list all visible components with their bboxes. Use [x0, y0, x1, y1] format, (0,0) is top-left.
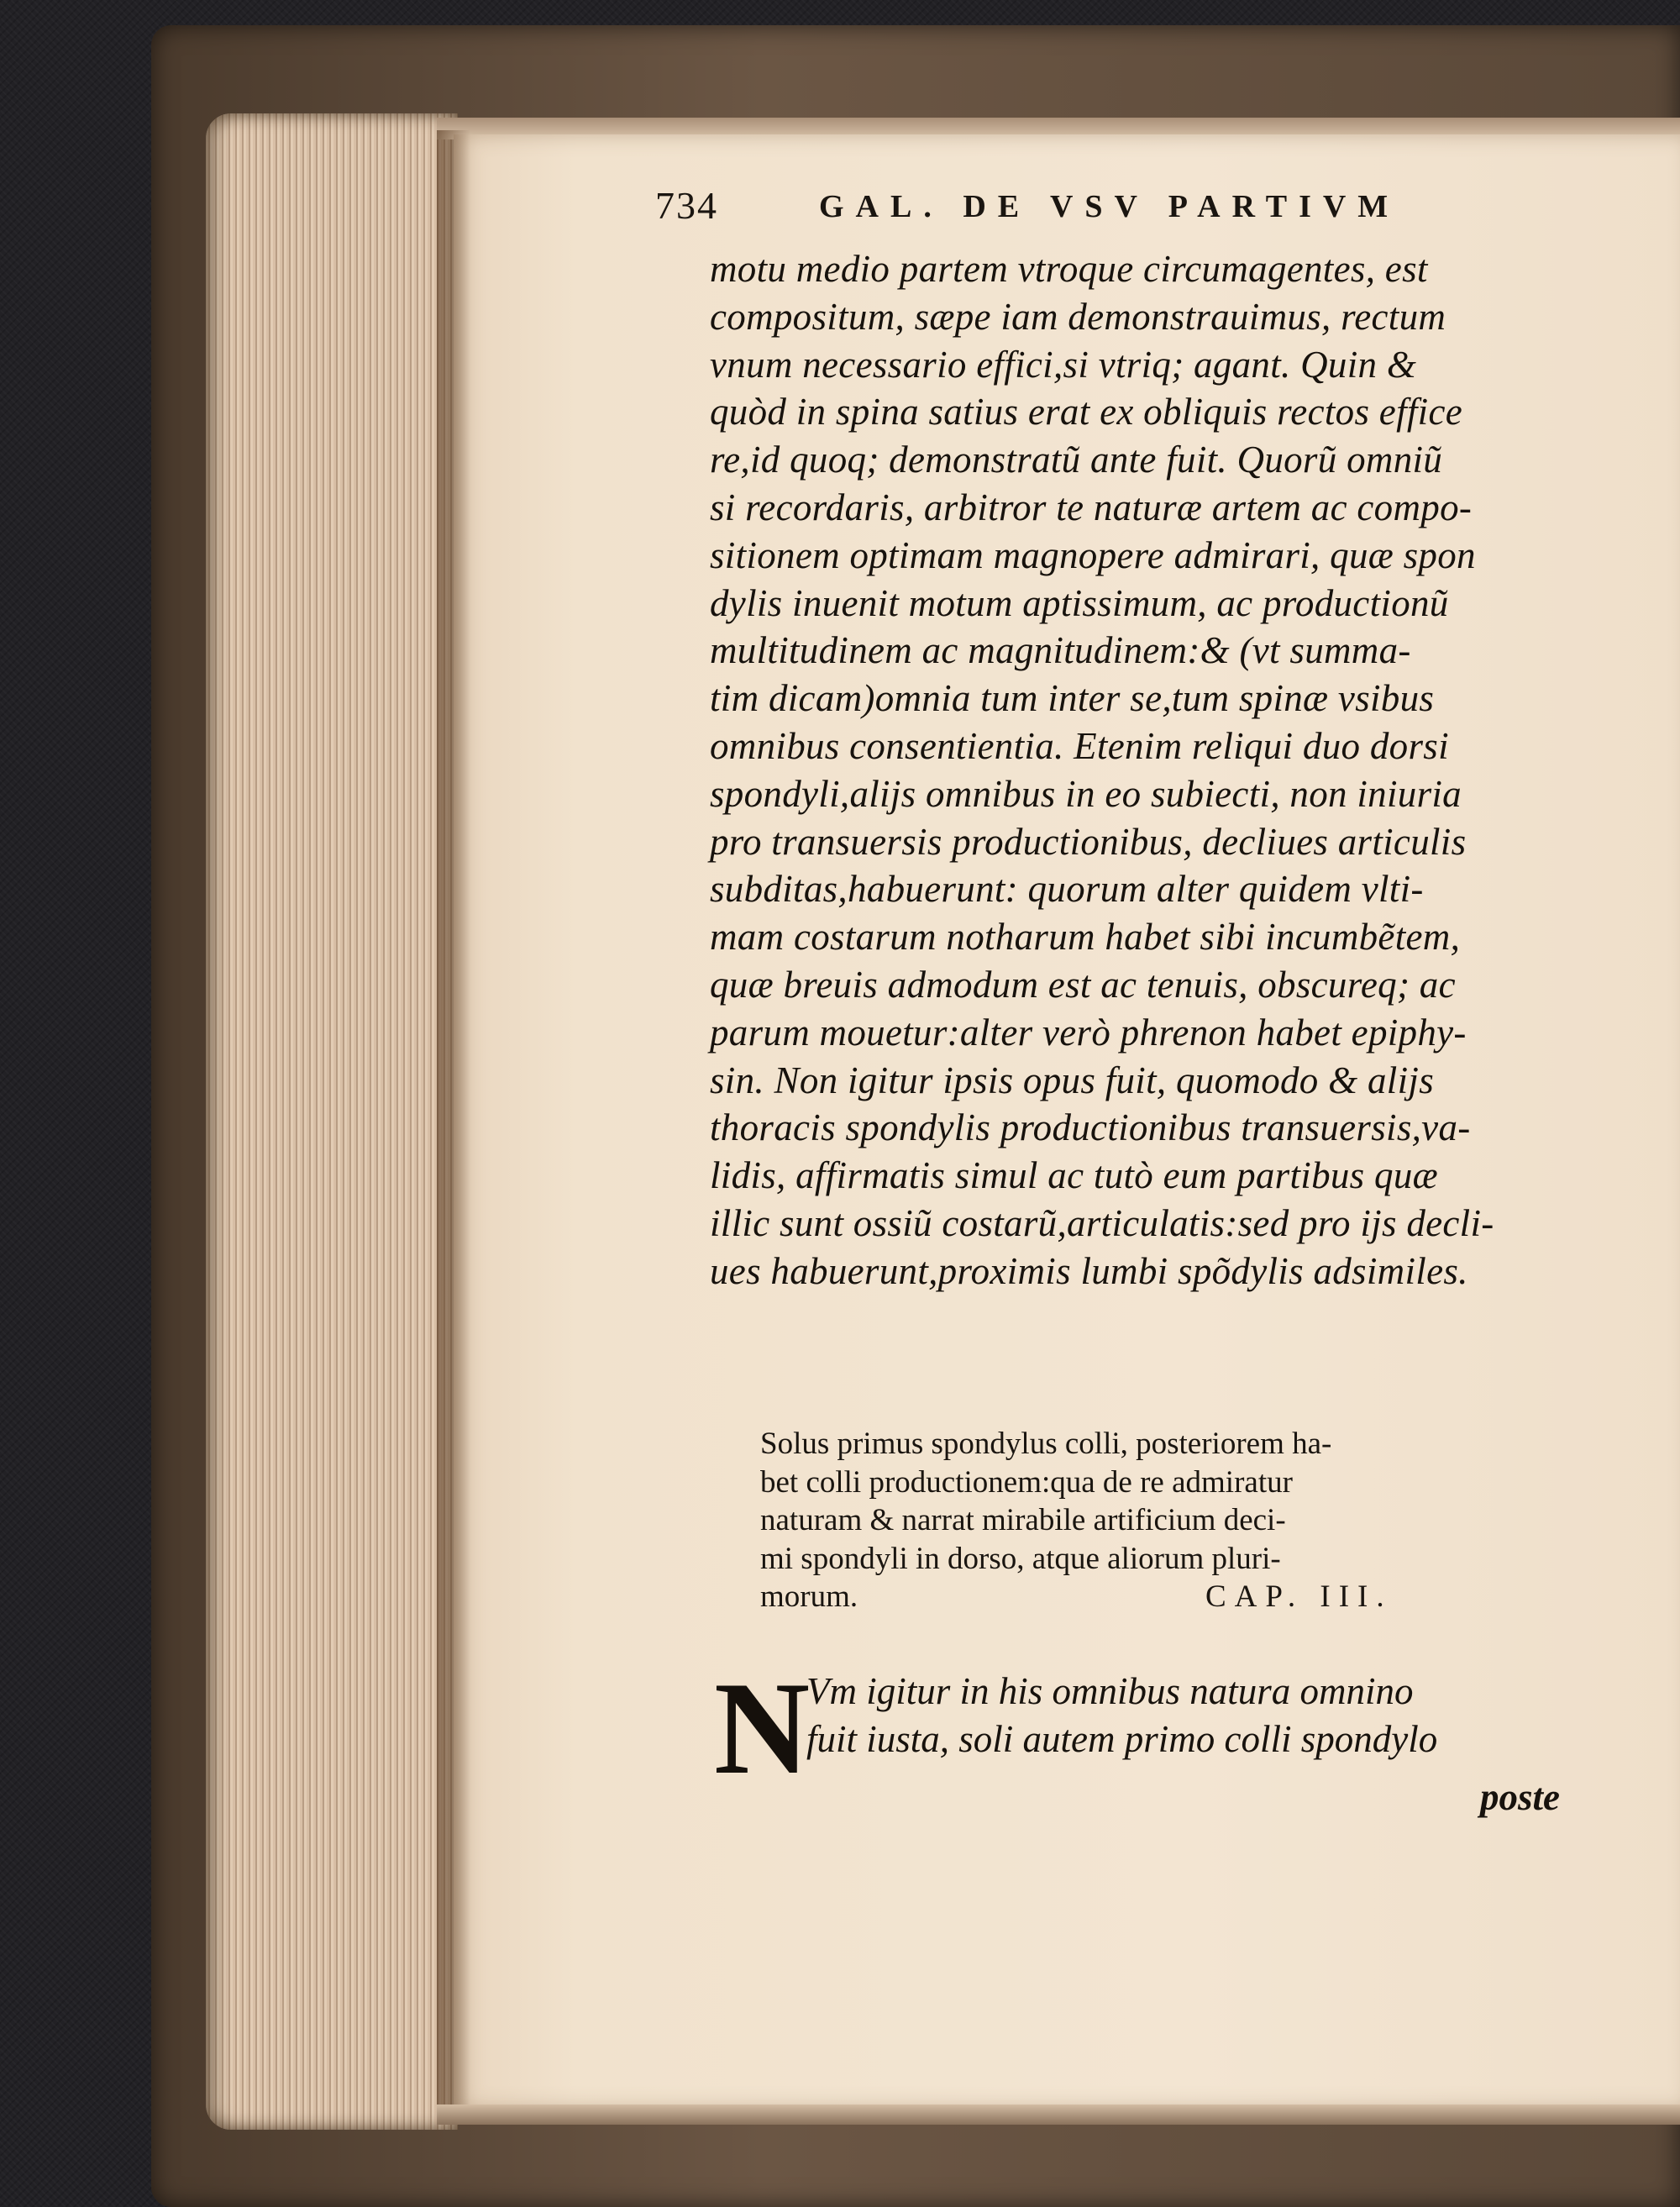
summary-line: naturam & narrat mirabile artificium deci- [760, 1503, 1286, 1537]
summary-line: Solus primus spondylus colli, posteriorem ha- [760, 1427, 1332, 1461]
running-head [655, 183, 1495, 234]
opening-line: fuit iusta, soli autem primo colli spondylo [806, 1718, 1438, 1760]
body-line: sin. Non igitur ipsis opus fuit, quomodo & alijs [710, 1059, 1435, 1101]
body-text [710, 245, 1583, 1295]
catchword: poste [1480, 1776, 1560, 1818]
body-line: omnibus consentientia. Etenim reliqui duo dorsi [710, 724, 1449, 767]
body-line: subditas,habuerunt: quorum alter quidem vlti- [710, 868, 1424, 911]
body-line: ues habuerunt,proximis lumbi spõdylis adsimiles. [710, 1249, 1468, 1292]
chapter-opening [806, 1668, 1588, 1763]
body-line: multitudinem ac magnitudinem:& (vt summa- [710, 629, 1411, 672]
body-line: sitionem optimam magnopere admirari, quæ spon [710, 533, 1476, 576]
drop-cap: N [714, 1655, 811, 1802]
summary-line: morum. [760, 1579, 858, 1614]
summary-line: mi spondyli in dorso, atque aliorum pluri- [760, 1541, 1281, 1576]
body-line: pro transuersis productionibus, decliues articulis [710, 820, 1467, 863]
body-line: quòd in spina satius erat ex obliquis rectos effice [710, 391, 1463, 434]
body-line: si recordaris, arbitror te naturæ artem ac compo- [710, 486, 1473, 528]
chapter-label: CAP. III. [1205, 1579, 1393, 1614]
body-line: illic sunt ossiũ costarũ,articulatis:sed pro ijs decli- [710, 1201, 1494, 1244]
body-line: dylis inuenit motum aptissimum, ac productionũ [710, 581, 1449, 624]
body-line: mam costarum notharum habet sibi incumbẽtem, [710, 916, 1461, 959]
chapter-summary [760, 1425, 1567, 1616]
body-line: vnum necessario effici,si vtriq; agant. Quin & [710, 343, 1417, 386]
body-line: lidis, affirmatis simul ac tutò eum partibus quæ [710, 1154, 1438, 1197]
opening-line: Vm igitur in his omnibus natura omnino [806, 1670, 1414, 1712]
body-line: parum mouetur:alter verò phrenon habet epiphy- [710, 1011, 1467, 1054]
running-title: GAL. DE VSV PARTIVM [819, 189, 1400, 224]
summary-line: bet colli productionem:qua de re admiratur [760, 1464, 1293, 1500]
body-line: motu medio partem vtroque circumagentes, est [710, 248, 1428, 290]
gutter-shadow [437, 130, 470, 2113]
body-line: re,id quoq; demonstratũ ante fuit. Quorũ omniũ [710, 439, 1443, 481]
page-number: 734 [655, 184, 718, 227]
body-line: tim dicam)omnia tum inter se,tum spinæ vsibus [710, 677, 1435, 720]
body-line: quæ breuis admodum est ac tenuis, obscureq; ac [710, 963, 1456, 1006]
page-edges [206, 113, 458, 2130]
summary-last-line [760, 1578, 1567, 1616]
body-line: compositum, sæpe iam demonstrauimus, rectum [710, 295, 1446, 338]
body-line: thoracis spondylis productionibus transuersis,va- [710, 1106, 1471, 1149]
body-line: spondyli,alijs omnibus in eo subiecti, non iniuria [710, 772, 1462, 815]
page-bottom-edge [437, 2105, 1680, 2125]
